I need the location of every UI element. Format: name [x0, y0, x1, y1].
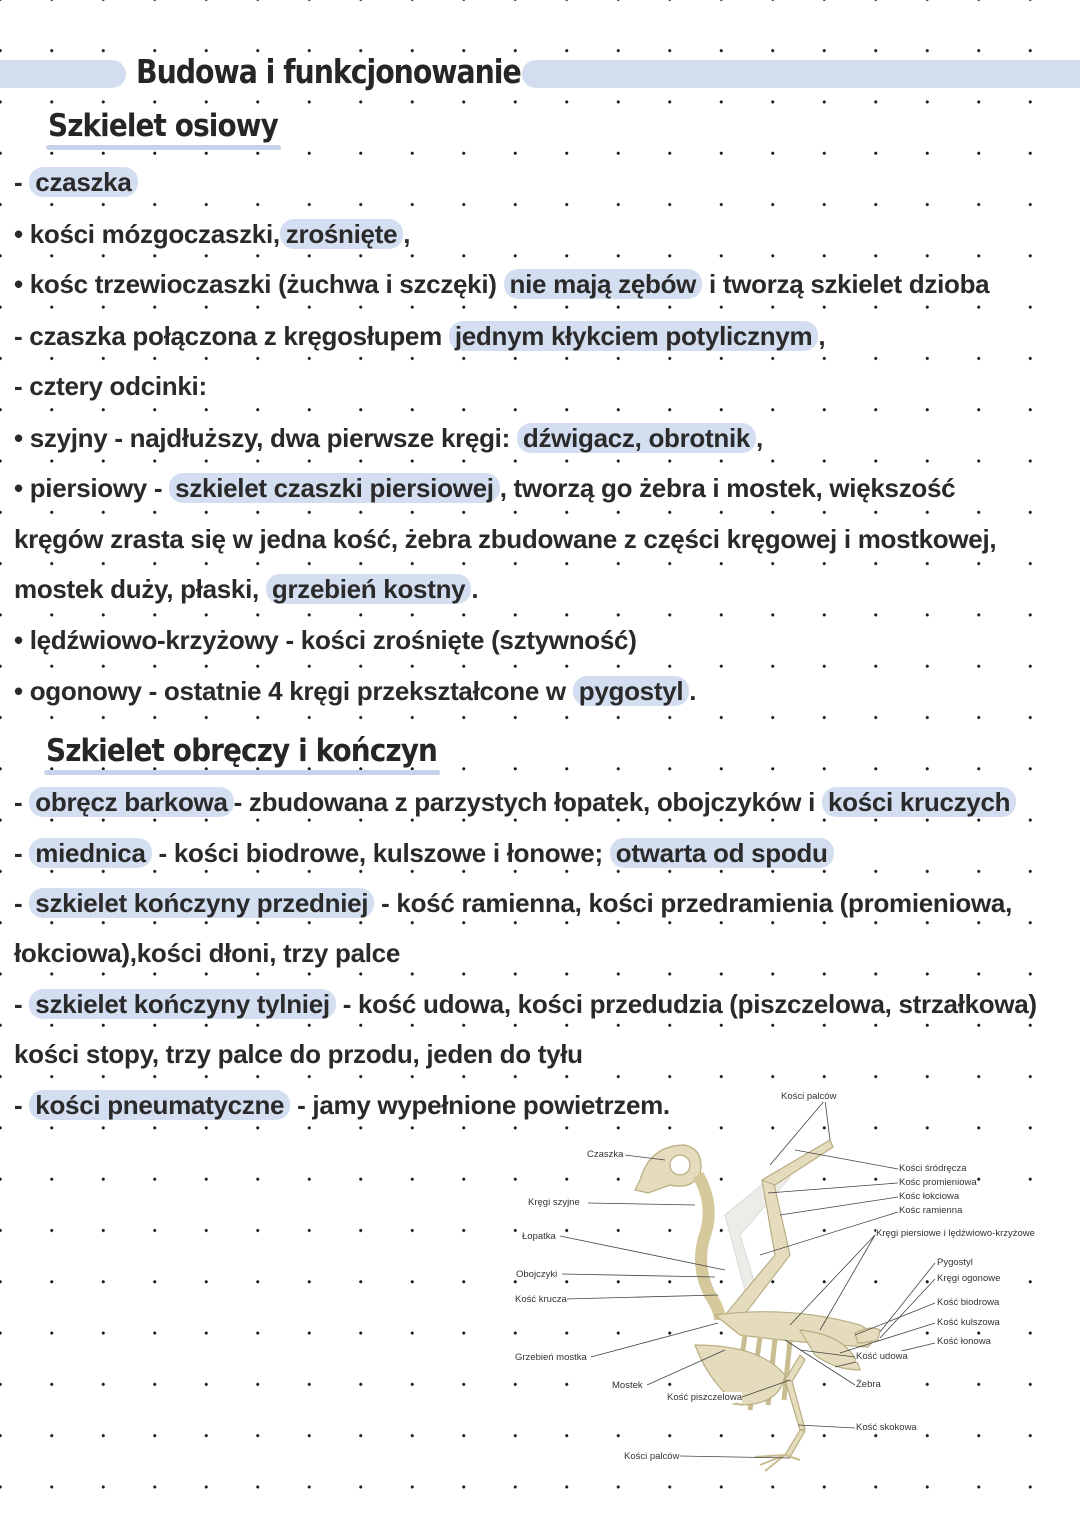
label-humerus: Kośc ramienna	[899, 1205, 963, 1216]
highlighted-term: czaszka	[29, 167, 137, 197]
title-banner-right	[522, 60, 1080, 88]
note-line	[14, 370, 207, 402]
label-foot-digits: Kości palców	[624, 1451, 680, 1462]
highlighted-term: miednica	[29, 838, 151, 868]
note-text: - kość udowa, kości przedudzia (piszczelowa, strzałkowa)	[335, 989, 1037, 1019]
label-thoracic-lumbosacral: Kręgi piersiowe i lędźwiowo-krzyżowe	[876, 1228, 1035, 1239]
note-text: i tworzą szkielet dzioba	[702, 269, 990, 299]
bird-skeleton-diagram	[500, 1085, 1060, 1475]
highlighted-term: kości pneumatyczne	[29, 1090, 290, 1120]
label-clavicle: Obojczyki	[516, 1269, 558, 1280]
note-text: -	[14, 787, 30, 817]
note-text: mostek duży, płaski,	[14, 574, 266, 604]
note-line	[14, 624, 637, 656]
note-text: • lędźwiowo-krzyżowy - kości zrośnięte (sztywność)	[14, 625, 637, 655]
highlighted-term: jednym kłykciem potylicznym	[449, 321, 819, 351]
note-line	[14, 937, 400, 969]
note-line	[14, 422, 763, 454]
label-neck-vertebrae: Kręgi szyjne	[528, 1197, 580, 1208]
note-text: -	[14, 1090, 30, 1120]
note-line	[14, 573, 478, 605]
note-text: - zbudowana z parzystych łopatek, obojczyków i	[233, 787, 822, 817]
note-line	[14, 988, 1037, 1020]
label-femur: Kość udowa	[856, 1351, 908, 1362]
label-radius: Kośc promieniowa	[899, 1177, 977, 1188]
page-title: Budowa i funkcjonowanie	[136, 52, 521, 91]
note-line	[14, 837, 834, 869]
label-tibia: Kość piszczelowa	[667, 1392, 742, 1403]
note-text: • kośc trzewioczaszki (żuchwa i szczęki)	[14, 269, 504, 299]
highlighted-term: grzebień kostny	[266, 574, 471, 604]
label-keel: Grzebień mostka	[515, 1352, 587, 1363]
note-line	[14, 887, 1012, 919]
label-pubis: Kość łonowa	[937, 1336, 991, 1347]
note-text: ,	[818, 321, 826, 351]
note-text: -	[14, 838, 30, 868]
note-text: • piersiowy -	[14, 473, 170, 503]
highlighted-term: kości kruczych	[822, 787, 1016, 817]
note-line	[14, 472, 955, 504]
highlighted-term: otwarta od spodu	[610, 838, 834, 868]
note-text: ,	[403, 219, 411, 249]
note-text: - cztery odcinki:	[14, 371, 207, 401]
note-text: - kości biodrowe, kulszowe i łonowe;	[151, 838, 610, 868]
note-text: .	[471, 574, 479, 604]
note-text: łokciowa),kości dłoni, trzy palce	[14, 938, 400, 968]
title-banner-left	[0, 60, 126, 88]
note-line	[14, 675, 696, 707]
label-ischium: Kość kulszowa	[937, 1317, 1000, 1328]
highlighted-term: szkielet kończyny przedniej	[29, 888, 374, 918]
note-text: - jamy wypełnione powietrzem.	[290, 1090, 670, 1120]
section-heading-limbs: Szkielet obręczy i kończyn	[46, 733, 437, 769]
note-text: kręgów zrasta się w jedna kość, żebra zbudowane z części kręgowej i mostkowej,	[14, 524, 997, 554]
highlighted-term: szkielet kończyny tylniej	[29, 989, 336, 1019]
note-line	[14, 166, 138, 198]
label-tarsometatarsus: Kość skokowa	[856, 1422, 917, 1433]
note-text: • ogonowy - ostatnie 4 kręgi przekształcone w	[14, 676, 573, 706]
note-line	[14, 786, 1016, 818]
label-caudal-vertebrae: Kręgi ogonowe	[937, 1273, 1001, 1284]
note-line	[14, 1038, 583, 1070]
note-text: ,	[756, 423, 763, 453]
label-coracoid: Kość krucza	[515, 1294, 567, 1305]
label-wing-digits: Kości palców	[781, 1091, 837, 1102]
note-line	[14, 523, 996, 555]
section-heading-axial: Szkielet osiowy	[48, 108, 278, 144]
note-text: -	[14, 989, 30, 1019]
label-scapula: Łopatka	[522, 1231, 556, 1242]
highlighted-term: zrośnięte	[280, 219, 403, 249]
label-pygostyle: Pygostyl	[937, 1257, 973, 1268]
label-metacarpals: Kości śródręcza	[899, 1163, 967, 1174]
note-text: • kości mózgoczaszki,	[14, 219, 280, 249]
note-text: -	[14, 167, 30, 197]
highlighted-term: dźwigacz, obrotnik	[517, 423, 756, 453]
note-text: - kość ramienna, kości przedramienia (promieniowa,	[374, 888, 1013, 918]
note-text: .	[689, 676, 697, 706]
label-ribs: Żebra	[856, 1379, 881, 1390]
highlighted-term: szkielet czaszki piersiowej	[169, 473, 500, 503]
highlighted-term: nie mają zębów	[504, 269, 703, 299]
label-sternum: Mostek	[612, 1380, 643, 1391]
label-ilium: Kość biodrowa	[937, 1297, 1000, 1308]
highlighted-term: pygostyl	[573, 676, 690, 706]
note-text: • szyjny - najdłuższy, dwa pierwsze kręgi:	[14, 423, 517, 453]
highlighted-term: obręcz barkowa	[29, 787, 233, 817]
note-text: -	[14, 888, 30, 918]
label-skull: Czaszka	[587, 1149, 624, 1160]
note-text: - czaszka połączona z kręgosłupem	[14, 321, 449, 351]
note-line	[14, 218, 410, 250]
note-line	[14, 268, 989, 300]
note-line	[14, 320, 825, 352]
note-text: kości stopy, trzy palce do przodu, jeden do tyłu	[14, 1039, 583, 1069]
label-ulna: Kośc łokciowa	[899, 1191, 960, 1202]
note-text: , tworzą go żebra i mostek, większość	[499, 473, 956, 503]
